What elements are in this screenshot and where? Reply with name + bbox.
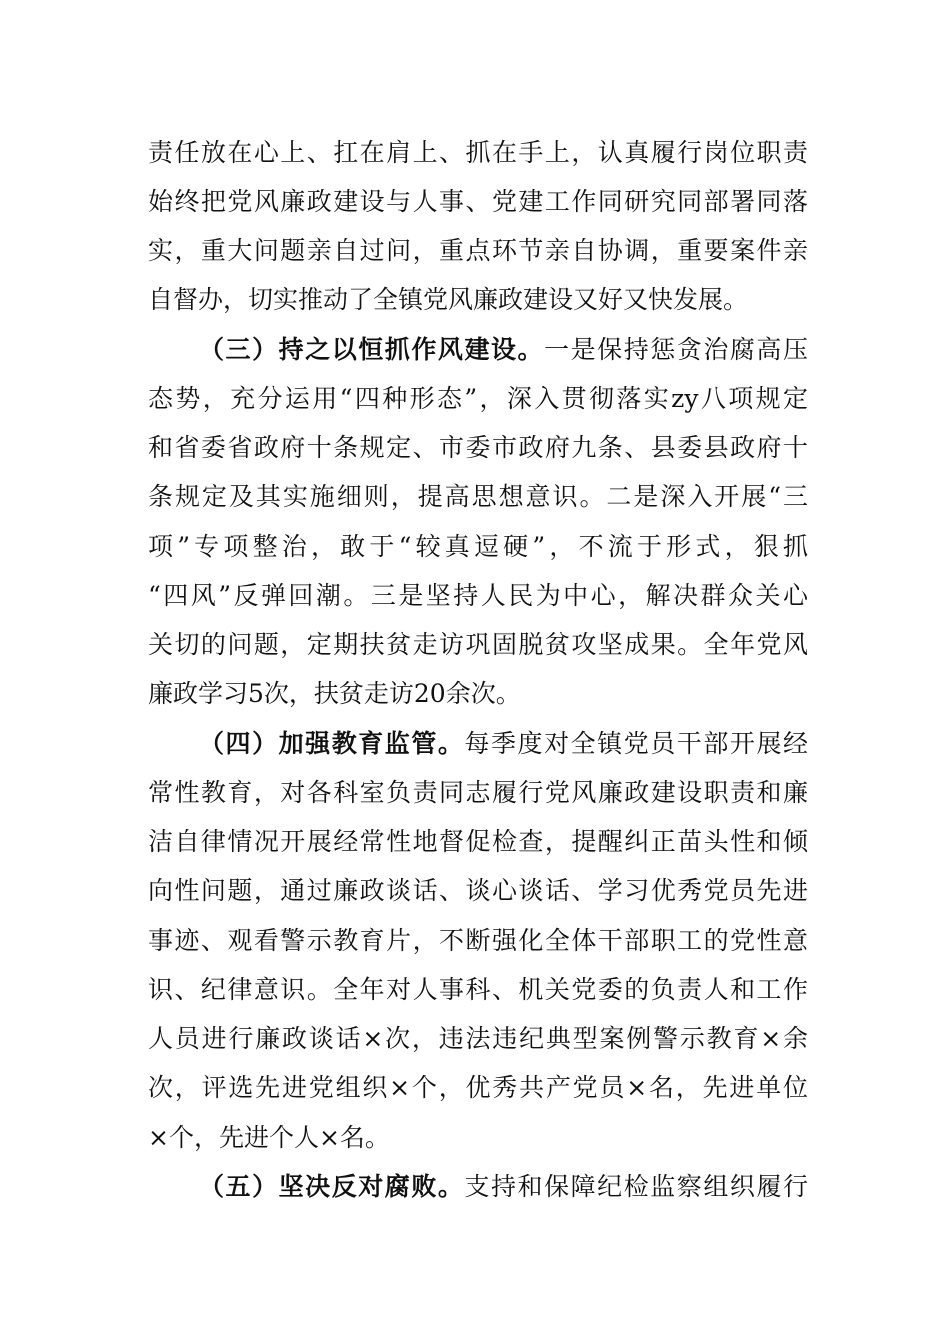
text-line: 始终把党风廉政建设与人事、党建工作同研究同部署同落 <box>148 187 808 216</box>
section-heading: （五）坚决反对腐败。 <box>199 1172 465 1201</box>
paragraph-first-line <box>199 330 808 370</box>
paragraph-first-line <box>199 724 808 764</box>
text-run: 支持和保障纪检监察组织履行 <box>464 1172 808 1201</box>
text-line: 洁自律情况开展经常性地督促检查，提醒纠正苗头性和倾 <box>148 827 808 856</box>
text-line: 和省委省政府十条规定、市委市政府九条、县委县政府十 <box>148 433 808 462</box>
text-line: 自督办，切实推动了全镇党风廉政建设又好又快发展。 <box>148 285 749 314</box>
text-line: 次，评选先进党组织×个，优秀共产党员×名，先进单位 <box>148 1073 808 1102</box>
text-line: 事迹、观看警示教育片，不断强化全体干部职工的党性意 <box>148 926 808 955</box>
text-line: 实，重大问题亲自过问，重点环节亲自协调，重要案件亲 <box>148 236 808 265</box>
text-line: 识、纪律意识。全年对人事科、机关党委的负责人和工作 <box>148 975 808 1004</box>
text-run: 一是保持惩贪治腐高压 <box>544 335 808 364</box>
section-heading: （三）持之以恒抓作风建设。 <box>199 335 545 364</box>
text-line: 态势，充分运用“四种形态”，深入贯彻落实zy八项规定 <box>148 384 808 413</box>
text-line: ×个，先进个人×名。 <box>148 1123 390 1152</box>
text-line: 项”专项整治，敢于“较真逗硬”，不流于形式，狠抓 <box>148 532 808 561</box>
text-line: 廉政学习5次，扶贫走访20余次。 <box>148 679 521 708</box>
text-line: 责任放在心上、扛在肩上、抓在手上，认真履行岗位职责 <box>148 138 808 167</box>
text-line: 关切的问题，定期扶贫走访巩固脱贫攻坚成果。全年党风 <box>148 630 808 659</box>
text-line: 向性问题，通过廉政谈话、谈心谈话、学习优秀党员先进 <box>148 876 808 905</box>
paragraph-first-line <box>199 1167 808 1207</box>
text-line: “四风”反弹回潮。三是坚持人民为中心，解决群众关心 <box>148 581 808 610</box>
text-line: 人员进行廉政谈话×次，违法违纪典型案例警示教育×余 <box>148 1024 808 1053</box>
section-heading: （四）加强教育监管。 <box>199 729 465 758</box>
text-run: 每季度对全镇党员干部开展经 <box>464 729 808 758</box>
text-line: 常性教育，对各科室负责同志履行党风廉政建设职责和廉 <box>148 778 808 807</box>
text-line: 条规定及其实施细则，提高思想意识。二是深入开展“三 <box>148 482 808 511</box>
